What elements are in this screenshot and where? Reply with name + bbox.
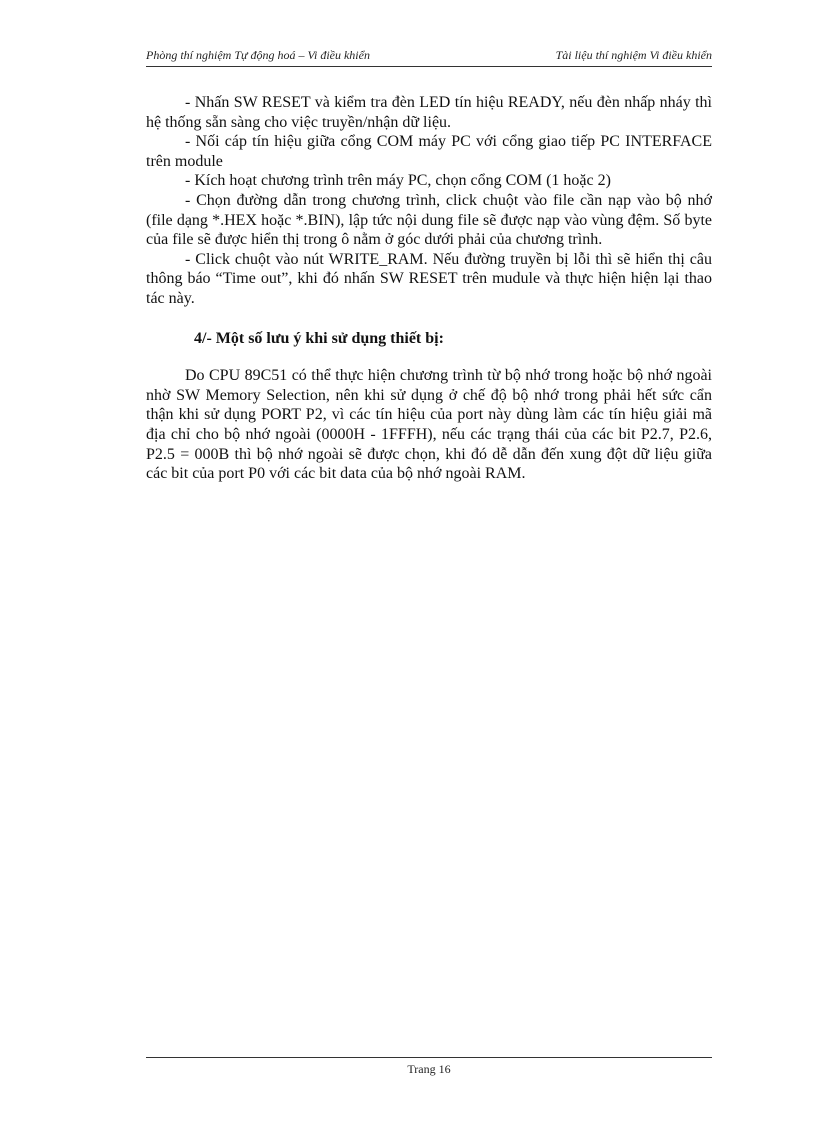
footer-divider <box>146 1057 712 1058</box>
step-item: - Nối cáp tín hiệu giữa cổng COM máy PC với cổng giao tiếp PC INTERFACE trên module <box>146 133 712 170</box>
step-item: - Chọn đường dẫn trong chương trình, click chuột vào file cần nạp vào bộ nhớ (file dạng *.HEX hoặc *.BIN), lập tức nội dung file sẽ được nạp vào vùng đệm. Số byte của file sẽ được hiển thị trong ô nằm ở góc dưới phải của chương trình. <box>146 191 712 249</box>
step-item: - Kích hoạt chương trình trên máy PC, chọn cổng COM (1 hoặc 2) <box>185 172 611 190</box>
page-header <box>146 48 712 66</box>
header-document-title: Tài liệu thí nghiệm Vi điều khiển <box>555 48 712 62</box>
page-number: Trang 16 <box>407 1062 451 1076</box>
step-item: - Nhấn SW RESET và kiểm tra đèn LED tín hiệu READY, nếu đèn nhấp nháy thì hệ thống sẵn sàng cho việc truyền/nhận dữ liệu. <box>146 94 712 131</box>
section-heading: 4/- Một số lưu ý khi sử dụng thiết bị: <box>194 329 444 347</box>
section-paragraph: Do CPU 89C51 có thể thực hiện chương trình từ bộ nhớ trong hoặc bộ nhớ ngoài nhờ SW Memory Selection, nên khi sử dụng ở chế độ bộ nhớ trong phải hết sức cẩn thận khi sử dụng PORT P2, vì các tín hiệu của port này dùng làm các tín hiệu giải mã địa chỉ cho bộ nhớ ngoài (0000H - 1FFFH), nếu các trạng thái của các bit P2.7, P2.6, P2.5 = 000B thì bộ nhớ ngoài sẽ được chọn, khi đó dễ dẫn đến xung đột dữ liệu giữa các bit của port P0 với các bit data của bộ nhớ ngoài RAM. <box>146 367 712 483</box>
step-item: - Click chuột vào nút WRITE_RAM. Nếu đường truyền bị lỗi thì sẽ hiển thị câu thông báo “Time out”, khi đó nhấn SW RESET trên mudule và thực hiện hiện lại thao tác này. <box>146 250 712 307</box>
header-lab-name: Phòng thí nghiệm Tự động hoá – Vi điều khiển <box>146 48 370 62</box>
header-divider <box>146 66 712 67</box>
document-body <box>146 93 712 484</box>
